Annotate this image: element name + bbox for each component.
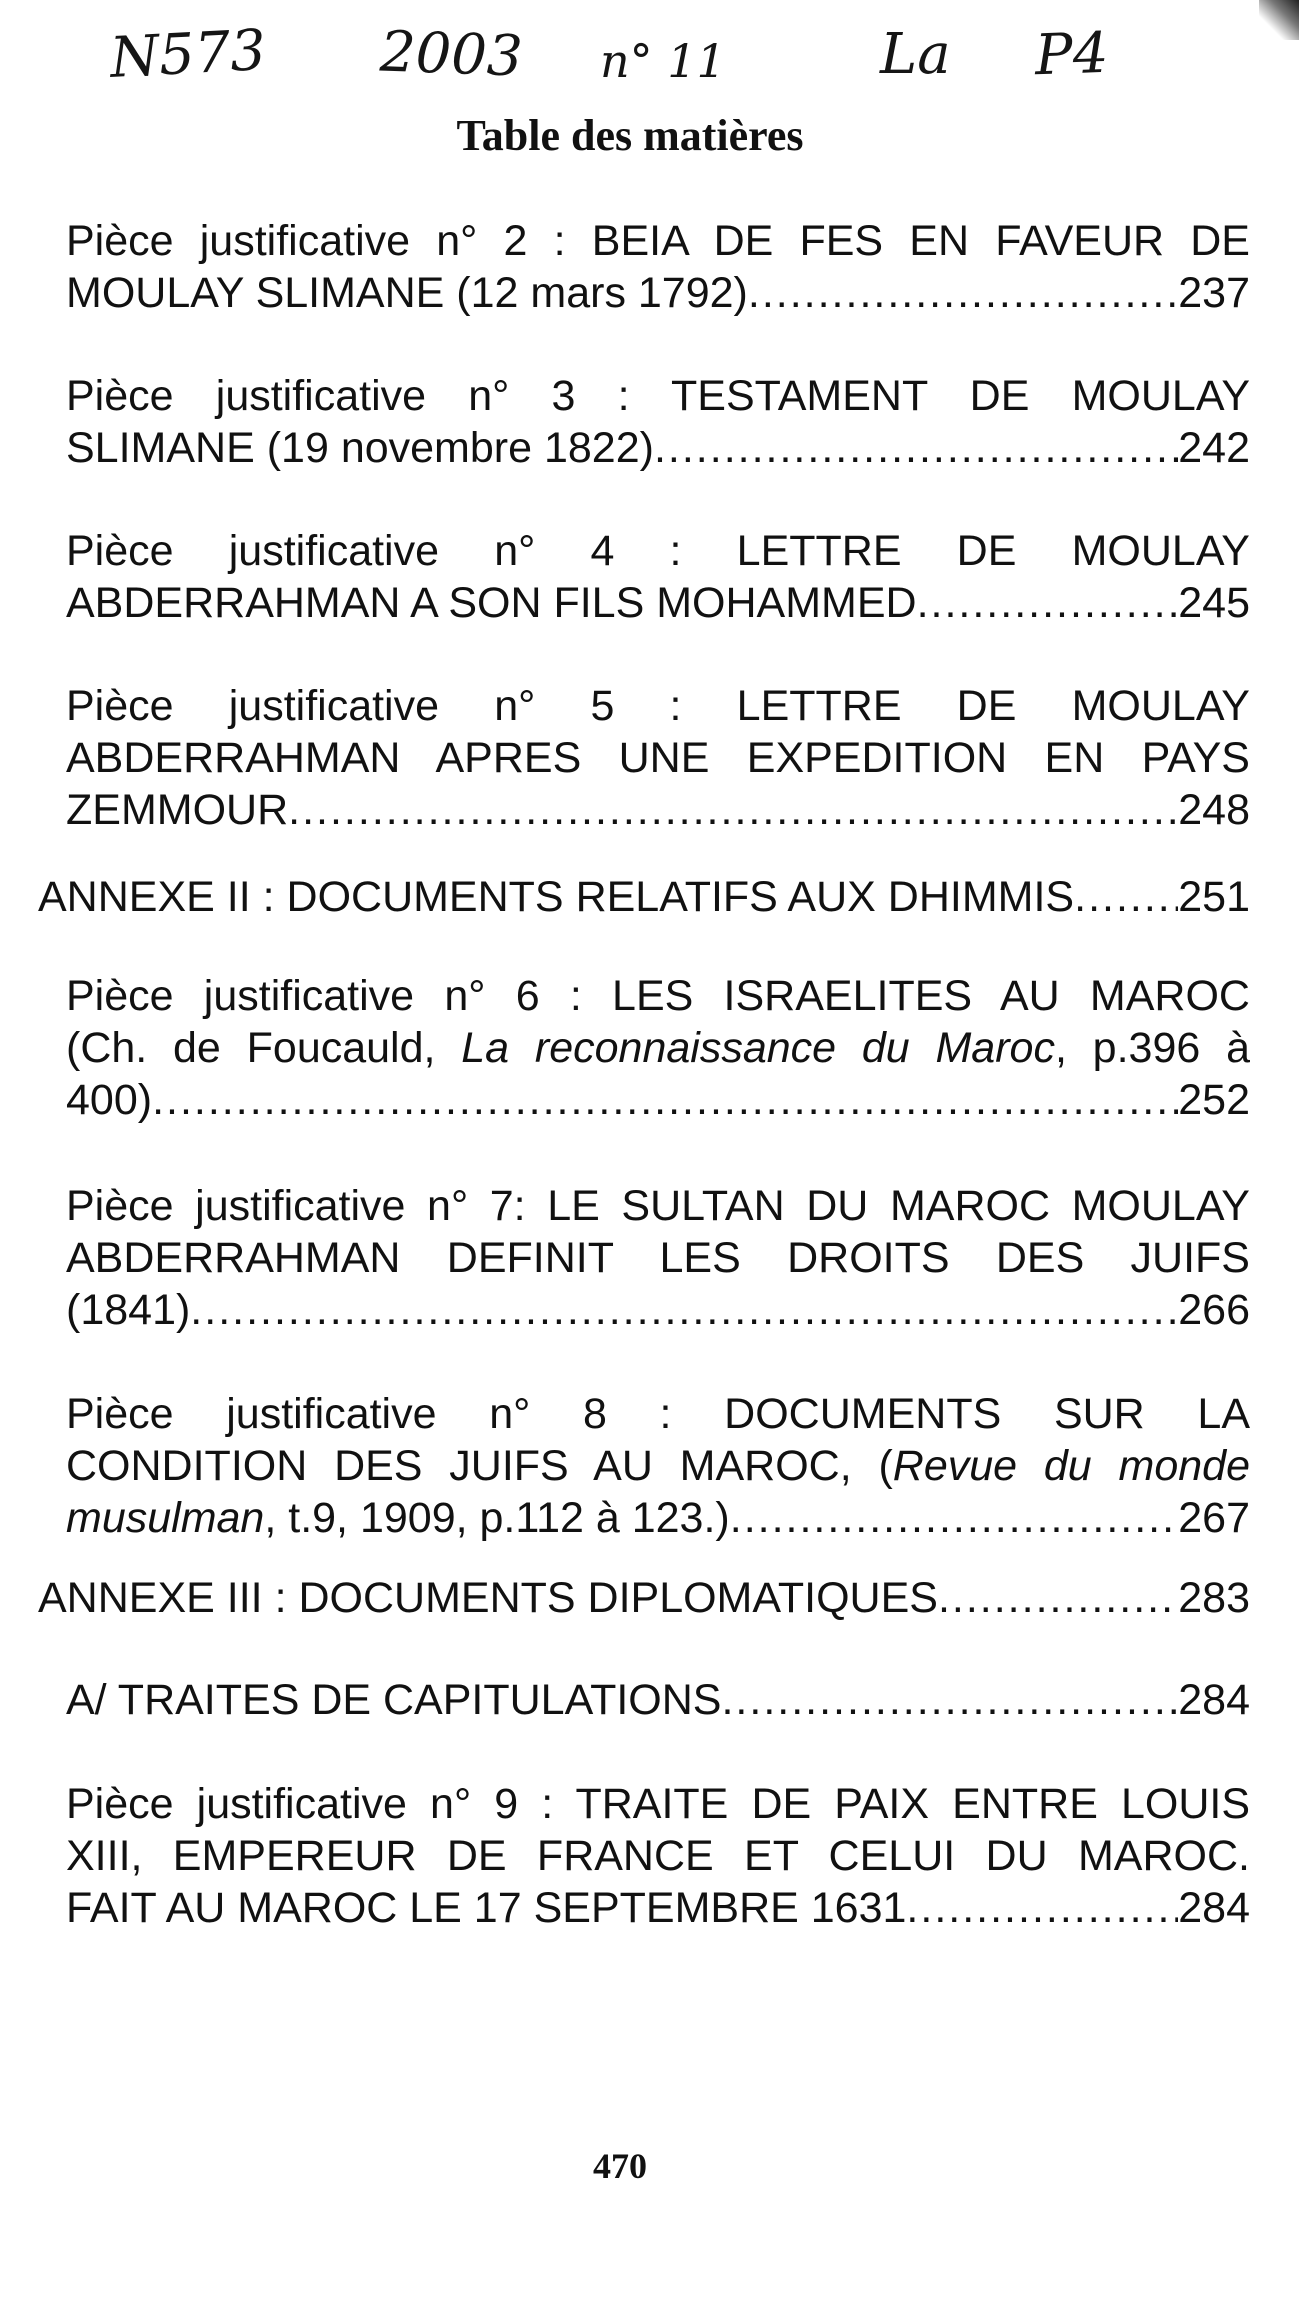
toc-entry-line: Pièce justificative n° 6 : LES ISRAELITES AU MAROC bbox=[66, 972, 1250, 1020]
toc-page-number: 284 bbox=[1178, 1884, 1250, 1932]
toc-entry-last-line bbox=[66, 1074, 1250, 1126]
toc-section-entry bbox=[66, 1674, 1250, 1726]
toc-page-number: 251 bbox=[1178, 873, 1250, 921]
toc-entry-last-line bbox=[38, 1572, 1250, 1624]
toc-entry-line: ABDERRAHMAN APRES UNE EXPEDITION EN PAYS bbox=[66, 734, 1250, 782]
toc-entry-line: XIII, EMPEREUR DE FRANCE ET CELUI DU MAROC. bbox=[66, 1832, 1250, 1880]
toc-entry-last-line bbox=[66, 1284, 1250, 1336]
toc-entry-text: ANNEXE II : DOCUMENTS RELATIFS AUX DHIMMIS bbox=[38, 873, 1075, 921]
toc-annex-entry bbox=[38, 871, 1250, 923]
toc-entry bbox=[66, 370, 1250, 474]
toc-page-number: 242 bbox=[1178, 424, 1250, 472]
toc-entry-text: (Ch. de Foucauld, bbox=[66, 1024, 462, 1072]
toc-page-number: 237 bbox=[1178, 269, 1250, 317]
toc-entry-line: Pièce justificative n° 8 : DOCUMENTS SUR LA bbox=[66, 1390, 1250, 1438]
handwritten-note: n° 11 bbox=[600, 34, 726, 88]
toc-page-number: 267 bbox=[1178, 1494, 1250, 1542]
toc-entry-text: ABDERRAHMAN A SON FILS MOHAMMED bbox=[66, 579, 917, 627]
dot-leader bbox=[721, 1674, 1178, 1726]
handwritten-note: P4 bbox=[1033, 20, 1110, 89]
dot-leader bbox=[288, 784, 1178, 836]
toc-entry-text: 400) bbox=[66, 1076, 153, 1124]
toc-entry-last-line bbox=[66, 1882, 1250, 1934]
toc-entry-last-line bbox=[66, 784, 1250, 836]
toc-page-number: 284 bbox=[1178, 1676, 1250, 1724]
toc-page-number: 248 bbox=[1178, 786, 1250, 834]
toc-entry-text: CONDITION DES JUIFS AU MAROC, ( bbox=[66, 1442, 893, 1490]
dot-leader bbox=[1074, 871, 1178, 923]
dot-leader bbox=[917, 577, 1179, 629]
handwritten-note: La bbox=[880, 22, 951, 87]
toc-entry bbox=[66, 1388, 1250, 1544]
toc-entry bbox=[66, 525, 1250, 629]
toc-entry-last-line bbox=[66, 1492, 1250, 1544]
dot-leader bbox=[152, 1074, 1178, 1126]
toc-entry-text: MOULAY SLIMANE (12 mars 1792) bbox=[66, 269, 748, 317]
toc-entry bbox=[66, 1180, 1250, 1336]
toc-entry-text: ZEMMOUR bbox=[66, 786, 289, 834]
toc-entry-last-line bbox=[66, 422, 1250, 474]
toc-entry-last-line bbox=[66, 267, 1250, 319]
journal-title: Revue du monde bbox=[892, 1442, 1250, 1490]
toc-entry-line bbox=[66, 1022, 1250, 1074]
toc-page-number: 252 bbox=[1178, 1076, 1250, 1124]
toc-entry-text: SLIMANE (19 novembre 1822) bbox=[66, 424, 654, 472]
page-number: 470 bbox=[593, 2146, 647, 2186]
toc-entry-line: Pièce justificative n° 7: LE SULTAN DU MAROC MOULAY bbox=[66, 1182, 1250, 1230]
dot-leader bbox=[654, 422, 1178, 474]
toc-entry-last-line bbox=[66, 1674, 1250, 1726]
toc-page-number: 266 bbox=[1178, 1286, 1250, 1334]
toc-entry-text: A/ TRAITES DE CAPITULATIONS bbox=[66, 1676, 722, 1724]
book-title: La reconnaissance du Maroc bbox=[461, 1024, 1055, 1072]
toc-entry-last-line bbox=[66, 577, 1250, 629]
toc-entry bbox=[66, 970, 1250, 1126]
handwritten-note: 2003 bbox=[378, 19, 524, 90]
toc-entry-text: , t.9, 1909, p.112 à 123.) bbox=[264, 1494, 730, 1542]
toc-entry-line: Pièce justificative n° 3 : TESTAMENT DE MOULAY bbox=[66, 372, 1250, 420]
toc-entry-line: ABDERRAHMAN DEFINIT LES DROITS DES JUIFS bbox=[66, 1234, 1250, 1282]
dot-leader bbox=[906, 1882, 1178, 1934]
handwritten-annotation bbox=[0, 17, 1299, 112]
toc-entry-line bbox=[66, 1440, 1250, 1492]
toc-entry-last-line bbox=[38, 871, 1250, 923]
toc-entry-text bbox=[66, 1492, 730, 1544]
dot-leader bbox=[190, 1284, 1178, 1336]
dot-leader bbox=[730, 1492, 1179, 1544]
toc-entry bbox=[66, 1778, 1250, 1934]
toc-entry-text: , p.396 à bbox=[1054, 1024, 1250, 1072]
toc-entry bbox=[66, 680, 1250, 836]
toc-annex-entry bbox=[38, 1572, 1250, 1624]
toc-entry-text: FAIT AU MAROC LE 17 SEPTEMBRE 1631 bbox=[66, 1884, 907, 1932]
handwritten-note: N573 bbox=[108, 17, 268, 92]
toc-page-number: 245 bbox=[1178, 579, 1250, 627]
toc-entry-line: Pièce justificative n° 2 : BEIA DE FES EN FAVEUR DE bbox=[66, 217, 1250, 265]
toc-entry-text: ANNEXE III : DOCUMENTS DIPLOMATIQUES bbox=[38, 1574, 938, 1622]
toc-entry-line: Pièce justificative n° 4 : LETTRE DE MOULAY bbox=[66, 527, 1250, 575]
toc-entry-text: (1841) bbox=[66, 1286, 191, 1334]
dot-leader bbox=[748, 267, 1178, 319]
toc-entry bbox=[66, 215, 1250, 319]
toc-entry-line: Pièce justificative n° 9 : TRAITE DE PAIX ENTRE LOUIS bbox=[66, 1780, 1250, 1828]
dot-leader bbox=[938, 1572, 1178, 1624]
toc-entry-line: Pièce justificative n° 5 : LETTRE DE MOULAY bbox=[66, 682, 1250, 730]
page-title: Table des matières bbox=[456, 111, 804, 160]
journal-title: musulman bbox=[66, 1494, 265, 1542]
toc-page-number: 283 bbox=[1178, 1574, 1250, 1622]
